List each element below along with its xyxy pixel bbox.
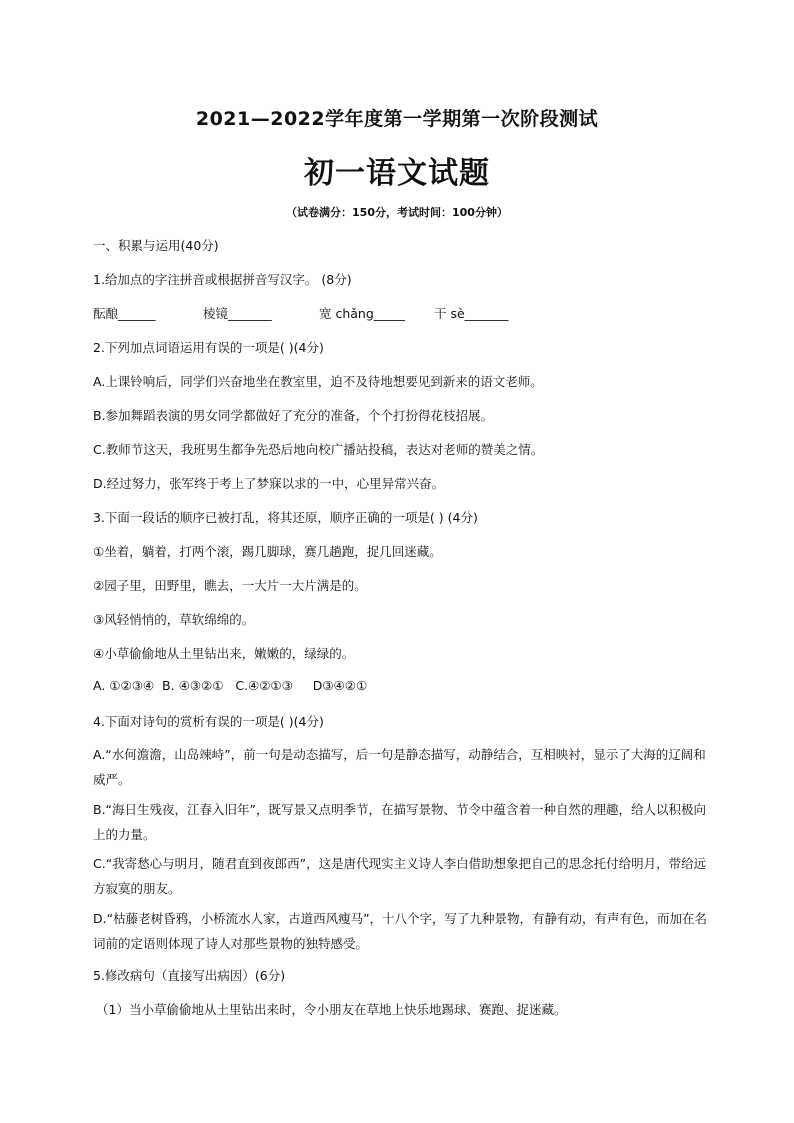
q2-option-a: A.上课铃响后，同学们兴奋地坐在教室里，迫不及待地想要见到新来的语文老师。	[93, 374, 543, 389]
q3-sentence-2: ②园子里，田野里，瞧去，一大片一大片满是的。	[93, 578, 367, 593]
q1-item-3: 宽 chǎng_____	[319, 306, 406, 321]
subject-title: 初一语文试题	[304, 156, 490, 191]
exam-title: 2021—2022学年度第一学期第一次阶段测试	[195, 108, 599, 130]
q4-option-d: D.“枯藤老树昏鸦，小桥流水人家，古道西风瘦马”，十八个字，写了九种景物，有静有动，有声有色，而加在名词前的定语则体现了诗人对那些景物的独特感受。	[93, 911, 708, 951]
q4-option-c: C.“我寄愁心与明月，随君直到夜郎西”，这是唐代现实主义诗人李白借助想象把自己的思念托付给明月，带给远方寂寞的朋友。	[93, 856, 707, 896]
q4-stem: 4.下面对诗句的赏析有误的一项是( )(4分)	[93, 714, 324, 729]
section-heading: 一、积累与运用(40分)	[93, 238, 219, 253]
q3-stem: 3.下面一段话的顺序已被打乱，将其还原，顺序正确的一项是( ) (4分)	[93, 510, 478, 525]
q2-option-c: C.教师节这天，我班男生都争先恐后地向校广播站投稿，表达对老师的赞美之情。	[93, 442, 544, 457]
q1-stem: 1.给加点的字注拼音或根据拼音写汉字。 (8分)	[93, 272, 352, 287]
q1-item-2: 棱镜_______	[203, 306, 272, 321]
q1-item-1: 酝酿______	[93, 306, 156, 321]
q4-option-b: B.“海日生残夜，江春入旧年”，既写景又点明季节，在描写景物、节令中蕴含着一种自然的理趣，给人以积极向上的力量。	[93, 802, 707, 842]
q2-stem: 2.下列加点词语运用有误的一项是( )(4分)	[93, 340, 324, 355]
q2-option-d: D.经过努力，张军终于考上了梦寐以求的一中，心里异常兴奋。	[93, 476, 445, 491]
q3-sentence-1: ①坐着，躺着，打两个滚，踢几脚球，赛几趟跑，捉几回迷藏。	[93, 544, 442, 559]
q3-sentence-3: ③风轻悄悄的，草软绵绵的。	[93, 612, 255, 627]
q3-sentence-4: ④小草偷偷地从土里钻出来，嫩嫩的，绿绿的。	[93, 646, 355, 661]
q5-item-1: （1）当小草偷偷地从土里钻出来时，令小朋友在草地上快乐地踢球、赛跑、捉迷藏。	[96, 1002, 567, 1017]
exam-info: （试卷满分：150分，考试时间：100分钟）	[286, 206, 508, 219]
q3-choices: A. ①②③④ B. ④③②① C.④②①③ D③④②①	[93, 678, 368, 693]
q2-option-b: B.参加舞蹈表演的男女同学都做好了充分的准备，个个打扮得花枝招展。	[93, 408, 494, 423]
q4-option-a: A.“水何澹澹，山岛竦峙”，前一句是动态描写，后一句是静态描写，动静结合，互相映衬，显示了大海的辽阔和威严。	[93, 747, 706, 787]
q1-item-4: 干 sè_______	[434, 306, 509, 321]
q5-stem: 5.修改病句（直接写出病因）(6分)	[93, 968, 286, 983]
